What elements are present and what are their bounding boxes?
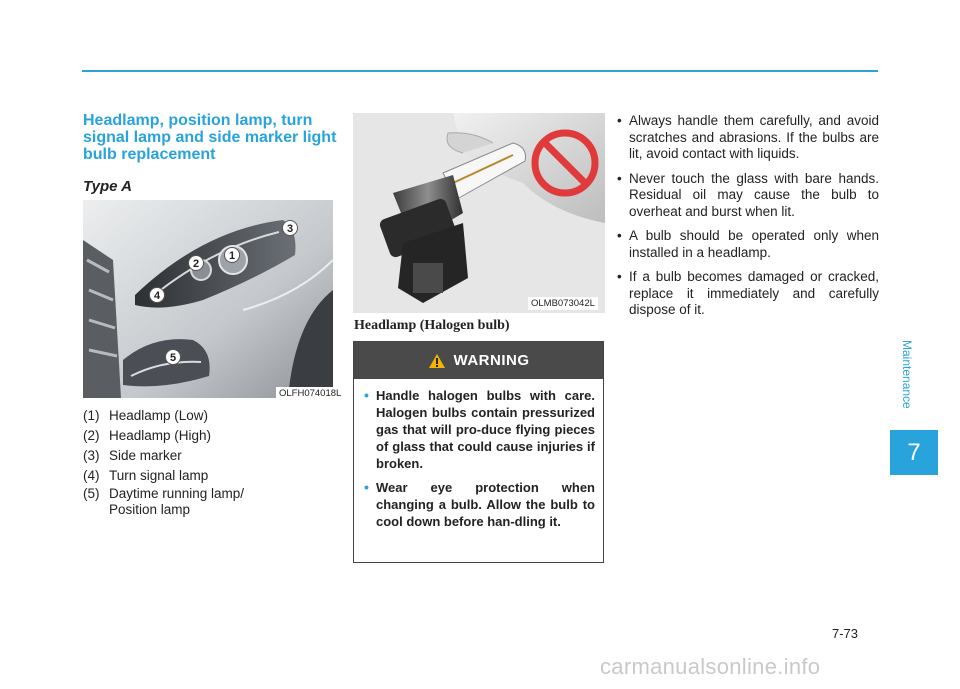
part-number: (2) xyxy=(83,428,100,443)
callout-3 xyxy=(282,220,298,241)
callout-4 xyxy=(149,287,165,308)
callout-1 xyxy=(224,247,240,268)
type-label: Type A xyxy=(83,178,132,195)
section-heading: Headlamp, position lamp, turn signal lamp and side marker light bulb replacement xyxy=(83,112,337,163)
bullet-text: Always handle them carefully, and avoid scratches and abrasions. If the bulbs are lit, avoid contact with liquids. xyxy=(629,113,879,161)
bullet-dot: • xyxy=(617,170,622,186)
headlamp-photo xyxy=(83,200,333,398)
list-item xyxy=(83,446,343,466)
warning-text: Wear eye protection when changing a bulb. Allow the bulb to cool down before han-dling it. xyxy=(376,480,595,529)
chapter-name xyxy=(898,340,914,430)
bullet-dot: • xyxy=(364,479,369,495)
warning-text: Handle halogen bulbs with care. Halogen bulbs contain pressurized gas that will pro-duce flying pieces of glass that could cause injuries if broken. xyxy=(376,388,595,471)
svg-text:5: 5 xyxy=(169,352,177,364)
page-number: 7-73 xyxy=(832,626,859,641)
callout-2 xyxy=(188,255,204,276)
svg-text:2: 2 xyxy=(192,258,200,270)
bullet-text: Never touch the glass with bare hands. Residual oil may cause the bulb to overheat and burst when lit. xyxy=(629,170,879,219)
parts-list xyxy=(83,406,343,518)
top-rule xyxy=(82,70,878,72)
warning-title: WARNING xyxy=(453,352,530,369)
bullet-dot: • xyxy=(617,269,622,284)
list-item xyxy=(617,269,879,319)
chapter-name-text: Maintenance xyxy=(900,340,914,409)
part-label: Turn signal lamp xyxy=(109,468,209,483)
bullet-list xyxy=(617,113,879,327)
warning-triangle-icon xyxy=(428,353,446,369)
list-item xyxy=(83,466,343,486)
warning-header xyxy=(354,342,603,379)
list-item xyxy=(364,479,595,530)
list-item xyxy=(617,113,879,163)
figure1-code: OLFH074018L xyxy=(276,387,344,400)
list-item xyxy=(83,426,343,446)
svg-text:4: 4 xyxy=(153,290,161,302)
list-item xyxy=(83,406,343,426)
part-number: (1) xyxy=(83,408,100,423)
bullet-text: If a bulb becomes damaged or cracked, replace it immediately and carefully dispose of it. xyxy=(629,269,879,317)
part-label: Daytime running lamp/ Position lamp xyxy=(109,486,245,517)
part-number: (5) xyxy=(83,486,100,501)
list-item xyxy=(617,171,879,221)
warning-box xyxy=(353,341,604,563)
bullet-text: A bulb should be operated only when installed in a headlamp. xyxy=(629,228,879,260)
figure2-code: OLMB073042L xyxy=(528,297,598,310)
halogen-bulb-photo xyxy=(353,113,605,313)
bullet-dot: • xyxy=(364,387,369,403)
chapter-number-tab: 7 xyxy=(890,430,938,475)
part-number: (4) xyxy=(83,468,100,483)
svg-text:3: 3 xyxy=(286,223,294,235)
callout-5 xyxy=(165,349,181,370)
list-item xyxy=(617,228,879,261)
part-label: Headlamp (High) xyxy=(109,428,212,443)
part-label: Side marker xyxy=(109,448,182,463)
figure2-caption: Headlamp (Halogen bulb) xyxy=(354,318,510,333)
bullet-dot: • xyxy=(617,228,622,243)
bullet-dot: • xyxy=(617,113,622,128)
list-item xyxy=(364,387,595,472)
part-label: Headlamp (Low) xyxy=(109,408,209,423)
watermark: carmanualsonline.info xyxy=(600,654,821,679)
svg-text:1: 1 xyxy=(228,250,236,262)
list-item xyxy=(83,486,343,518)
part-number: (3) xyxy=(83,448,100,463)
